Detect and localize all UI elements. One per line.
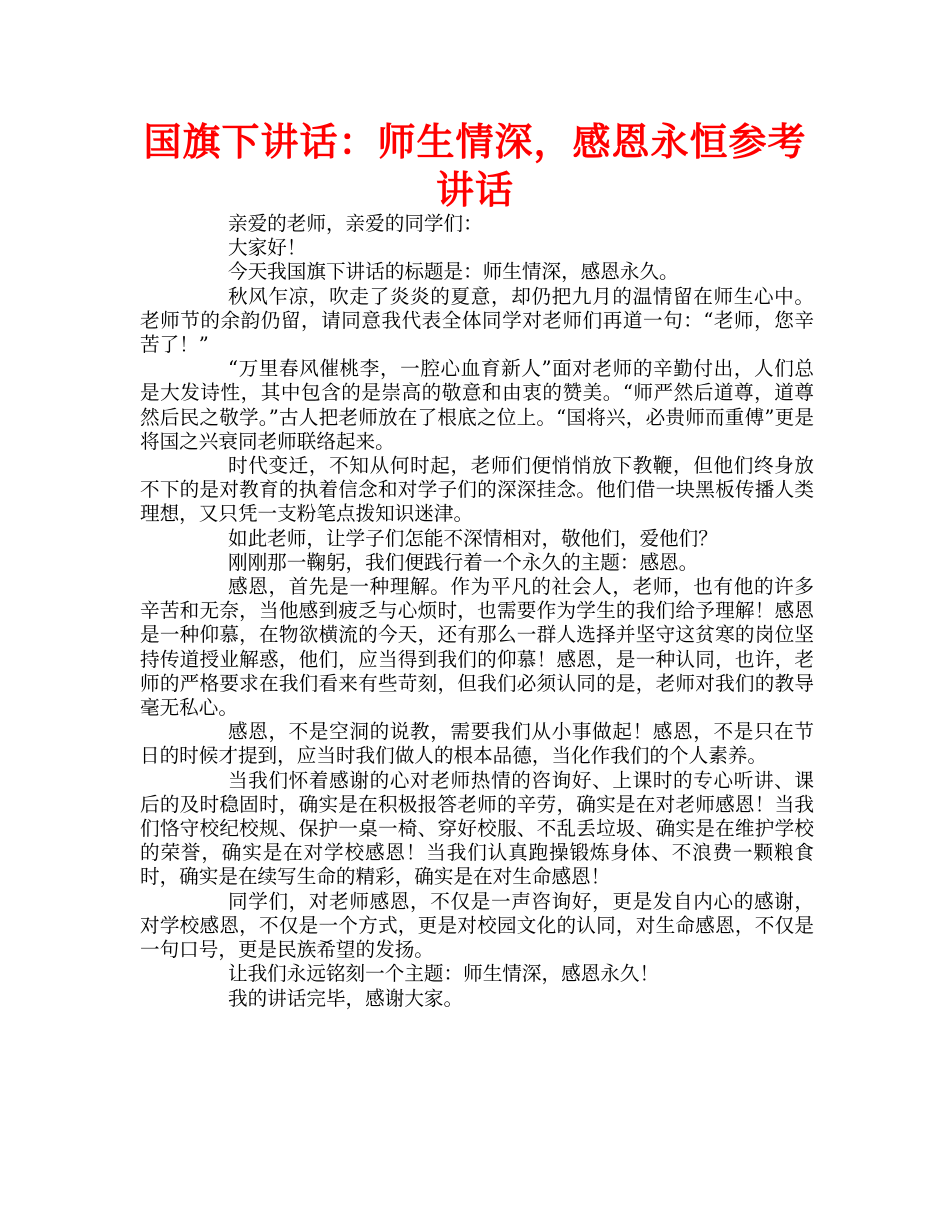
document-title: 国旗下讲话：师生情深，感恩永恒参考讲话 (143, 120, 807, 212)
paragraph: 感恩，不是空洞的说教，需要我们从小事做起！感恩，不是只在节日的时候才提到，应当时我们做人的根本品德，当化作我们的个人素养。 (140, 720, 814, 768)
paragraph-closing: 我的讲话完毕，感谢大家。 (228, 986, 464, 1010)
paragraph-topic: 今天我国旗下讲话的标题是：师生情深，感恩永久。 (228, 260, 679, 284)
paragraph: “万里春风催桃李，一腔心血育新人”面对老师的辛勤付出，人们总是大发诗性，其中包含的是崇高的敬意和由衷的赞美。“师严然后道尊，道尊然后民之敬学。”古人把老师放在了根底之位上。“国将兴，必贵师而重傅”更是将国之兴衰同老师联络起来。 (140, 357, 814, 453)
paragraph: 感恩，首先是一种理解。作为平凡的社会人，老师，也有他的许多辛苦和无奈，当他感到疲乏与心烦时，也需要作为学生的我们给予理解！感恩是一种仰慕，在物欲横流的今天，还有那么一群人选择并坚守这贫寒的岗位坚持传道授业解惑，他们，应当得到我们的仰慕！感恩，是一种认同，也许，老师的严格要求在我们看来有些苛刻，但我们必须认同的是，老师对我们的教导毫无私心。 (140, 575, 814, 720)
document-body (140, 212, 814, 1011)
paragraph-greeting: 大家好！ (228, 236, 307, 260)
paragraph: 同学们，对老师感恩，不仅是一声咨询好，更是发自内心的感谢，对学校感恩，不仅是一个方式，更是对校园文化的认同，对生命感恩，不仅是一句口号，更是民族希望的发扬。 (140, 889, 814, 962)
paragraph: 刚刚那一鞠躬，我们便践行着一个永久的主题：感恩。 (228, 550, 699, 574)
paragraph-salutation: 亲爱的老师，亲爱的同学们： (228, 212, 483, 235)
paragraph-closing-theme: 让我们永远铭刻一个主题：师生情深，感恩永久！ (228, 962, 660, 986)
paragraph: 秋风乍凉，吹走了炎炎的夏意，却仍把九月的温情留在师生心中。老师节的余韵仍留，请同意我代表全体同学对老师们再道一句：“老师，您辛苦了！” (140, 284, 814, 357)
paragraph: 当我们怀着感谢的心对老师热情的咨询好、上课时的专心听讲、课后的及时稳固时，确实是在积极报答老师的辛劳，确实是在对老师感恩！当我们恪守校纪校规、保护一桌一椅、穿好校服、不乱丢垃圾、确实是在维护学校的荣誉，确实是在对学校感恩！当我们认真跑操锻炼身体、不浪费一颗粮食时，确实是在续写生命的精彩，确实是在对生命感恩！ (140, 768, 814, 889)
paragraph: 时代变迁，不知从何时起，老师们便悄悄放下教鞭，但他们终身放不下的是对教育的执着信念和对学子们的深深挂念。他们借一块黑板传播人类理想，又只凭一支粉笔点拨知识迷津。 (140, 454, 814, 526)
paragraph: 如此老师，让学子们怎能不深情相对，敬他们，爱他们？ (228, 526, 718, 550)
